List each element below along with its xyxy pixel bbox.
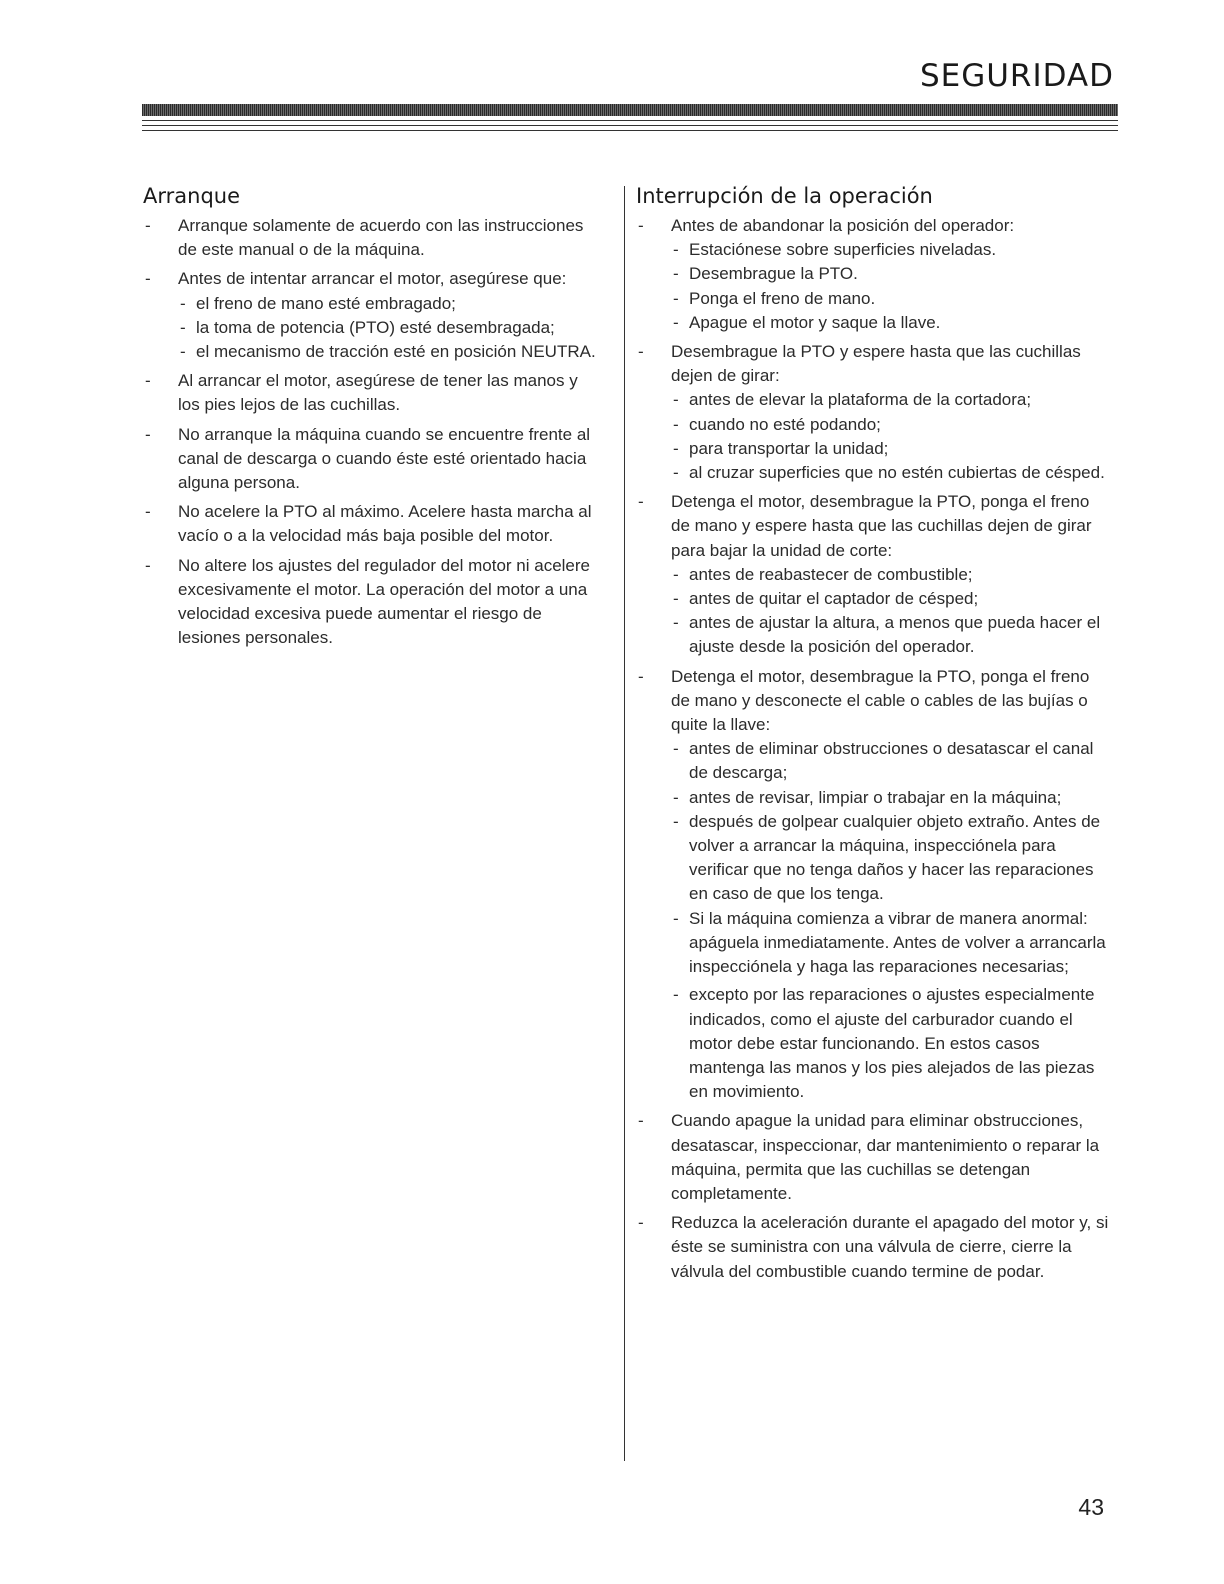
sub-list-item: - antes de quitar el captador de césped;	[671, 587, 1112, 611]
interrupcion-list	[636, 214, 1112, 1284]
sub-list-item: - la toma de potencia (PTO) esté desembragada;	[178, 316, 598, 340]
list-item: - Detenga el motor, desembrague la PTO, ponga el freno de mano y espere hasta que las cuchillas dejen de girar para bajar la unidad de corte: - antes de reabastecer de combustible; - antes de quitar el captador de césped; - antes de ajustar la altura, a menos que pueda hacer el ajuste desde la posición del operador.	[636, 490, 1112, 659]
sub-list	[671, 388, 1112, 485]
sub-list-item: - el freno de mano esté embragado;	[178, 292, 598, 316]
header-thin-rule-3	[142, 130, 1118, 131]
header-thin-rule-1	[142, 120, 1118, 121]
list-item: - Cuando apague la unidad para eliminar obstrucciones, desatascar, inspeccionar, dar mantenimiento o reparar la máquina, permita que las cuchillas se detengan completamente.	[636, 1109, 1112, 1206]
sub-list-item: - Si la máquina comienza a vibrar de manera anormal: apáguela inmediatamente. Antes de volver a arrancarla inspecciónela y haga las reparaciones necesarias;	[671, 907, 1112, 980]
list-item: - No acelere la PTO al máximo. Acelere hasta marcha al vacío o a la velocidad más baja posible del motor.	[143, 500, 598, 548]
sub-list	[671, 563, 1112, 660]
list-item: - Arranque solamente de acuerdo con las instrucciones de este manual o de la máquina.	[143, 214, 598, 262]
list-item: - Reduzca la aceleración durante el apagado del motor y, si éste se suministra con una válvula de cierre, cierre la válvula del combustible cuando termine de podar.	[636, 1211, 1112, 1284]
sub-list-item: - cuando no esté podando;	[671, 413, 1112, 437]
header-thin-rule-2	[142, 125, 1118, 126]
list-item: - Desembrague la PTO y espere hasta que las cuchillas dejen de girar: - antes de elevar la plataforma de la cortadora; - cuando no esté podando; - para transportar la unidad; - al cruzar superficies que no estén cubiertas de césped.	[636, 340, 1112, 485]
column-divider	[624, 186, 625, 1461]
page-title: SEGURIDAD	[919, 58, 1114, 94]
sub-list-item: - antes de ajustar la altura, a menos que pueda hacer el ajuste desde la posición del operador.	[671, 611, 1112, 659]
sub-list-item: - después de golpear cualquier objeto extraño. Antes de volver a arrancar la máquina, inspecciónela para verificar que no tenga daños y hacer las reparaciones en caso de que los tenga.	[671, 810, 1112, 907]
list-item: - No altere los ajustes del regulador del motor ni acelere excesivamente el motor. La operación del motor a una velocidad excesiva puede aumentar el riesgo de lesiones personales.	[143, 554, 598, 651]
sub-list-item: - al cruzar superficies que no estén cubiertas de césped.	[671, 461, 1112, 485]
arranque-section	[143, 184, 598, 655]
sub-list	[671, 238, 1112, 335]
sub-list-item: - Apague el motor y saque la llave.	[671, 311, 1112, 335]
interrupcion-heading: Interrupción de la operación	[636, 184, 933, 208]
interrupcion-section	[636, 184, 1112, 1289]
sub-list-item: - excepto por las reparaciones o ajustes especialmente indicados, como el ajuste del carburador cuando el motor debe estar funcionando. En estos casos mantenga las manos y los pies alejados de las piezas en movimiento.	[671, 983, 1112, 1104]
list-item: - Detenga el motor, desembrague la PTO, ponga el freno de mano y desconecte el cable o cables de las bujías o quite la llave: - antes de eliminar obstrucciones o desatascar el canal de descarga; - antes de revisar, limpiar o trabajar en la máquina; - después de golpear cualquier objeto extraño. Antes de volver a arrancar la máquina, inspecciónela para verificar que no tenga daños y hacer las reparaciones en caso de que los tenga. - Si la máquina comienza a vibrar de manera anormal: apáguela inmediatamente. Antes de volver a arrancarla inspecciónela y haga las reparaciones necesarias; - excepto por las reparaciones o ajustes especialmente indicados, como el ajuste del carburador cuando el motor debe estar funcionando. En estos casos mantenga las manos y los pies alejados de las piezas en movimiento.	[636, 665, 1112, 1105]
sub-list-item: - antes de elevar la plataforma de la cortadora;	[671, 388, 1112, 412]
list-item: - Antes de abandonar la posición del operador: - Estaciónese sobre superficies niveladas. - Desembrague la PTO. - Ponga el freno de mano. - Apague el motor y saque la llave.	[636, 214, 1112, 335]
arranque-list	[143, 214, 598, 650]
sub-list-item: - antes de revisar, limpiar o trabajar en la máquina;	[671, 786, 1112, 810]
page-number: 43	[1078, 1494, 1104, 1520]
sub-list-item: - Ponga el freno de mano.	[671, 287, 1112, 311]
sub-list	[671, 737, 1112, 1104]
list-item: - Al arrancar el motor, asegúrese de tener las manos y los pies lejos de las cuchillas.	[143, 369, 598, 417]
list-item: - Antes de intentar arrancar el motor, asegúrese que: - el freno de mano esté embragado; - la toma de potencia (PTO) esté desembragada; - el mecanismo de tracción esté en posición NEUTRA.	[143, 267, 598, 364]
arranque-heading: Arranque	[143, 184, 241, 208]
sub-list-item: - Desembrague la PTO.	[671, 262, 1112, 286]
sub-list-item: - antes de reabastecer de combustible;	[671, 563, 1112, 587]
list-item: - No arranque la máquina cuando se encuentre frente al canal de descarga o cuando éste esté orientado hacia alguna persona.	[143, 423, 598, 496]
sub-list	[178, 292, 598, 365]
sub-list-item: - Estaciónese sobre superficies niveladas.	[671, 238, 1112, 262]
sub-list-item: - el mecanismo de tracción esté en posición NEUTRA.	[178, 340, 598, 364]
sub-list-item: - antes de eliminar obstrucciones o desatascar el canal de descarga;	[671, 737, 1112, 785]
header-thick-rule	[142, 104, 1118, 116]
sub-list-item: - para transportar la unidad;	[671, 437, 1112, 461]
